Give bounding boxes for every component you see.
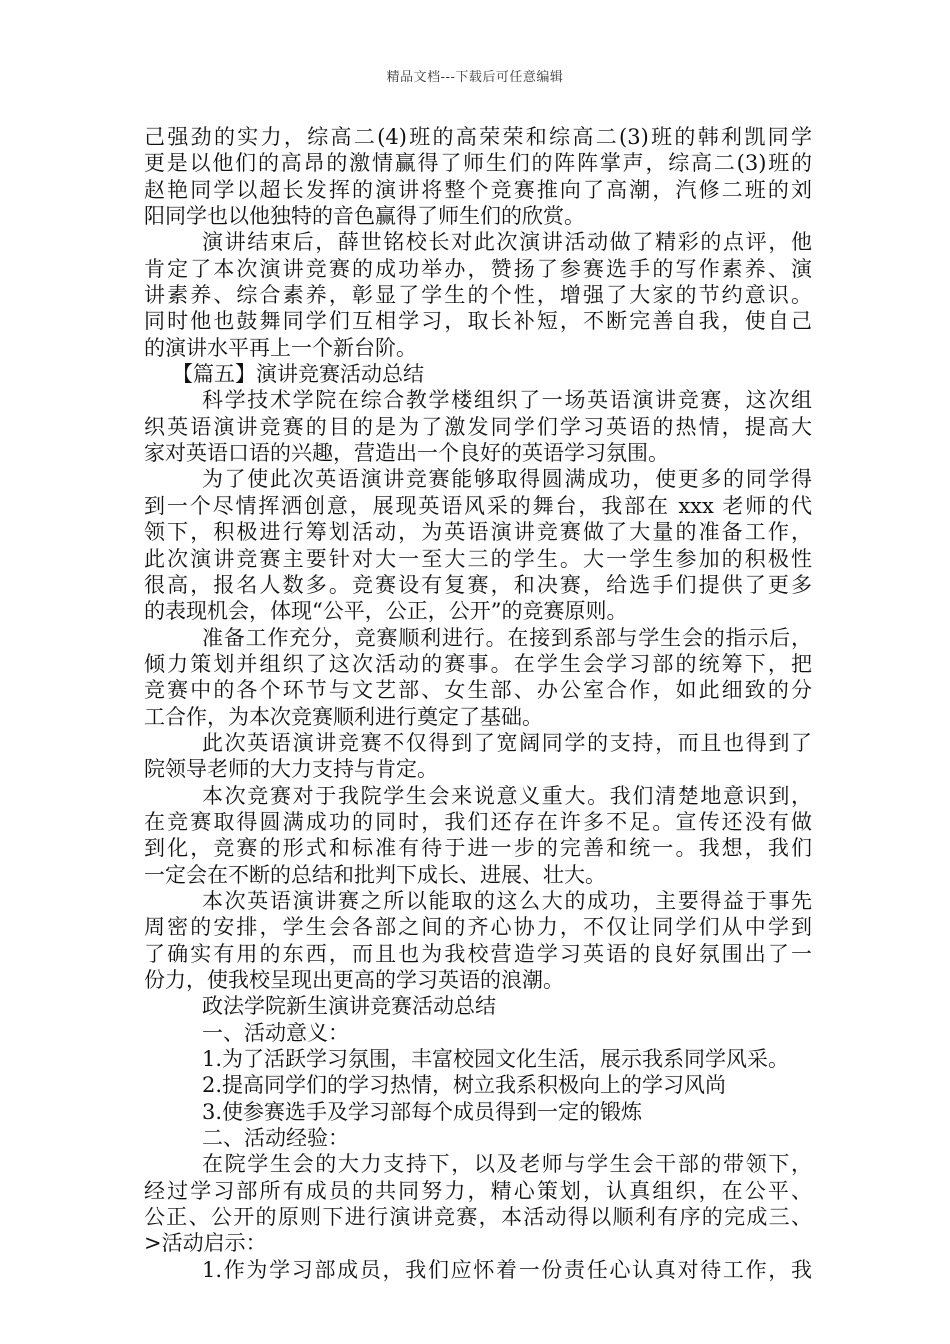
text-line: 工合作，为本次竞赛顺利进行奠定了基础。 [144, 704, 543, 729]
document-body [144, 124, 812, 1283]
paragraph-first-line: 此次英语演讲竞赛不仅得到了宽阔同学的支持，而且也得到了 [202, 730, 812, 755]
list-item: 1.为了活跃学习氛围，丰富校园文化生活，展示我系同学风采。 [202, 1047, 790, 1072]
subheading: 二、活动经验： [202, 1126, 349, 1151]
text-line: 周密的安排，学生会各部之间的齐心协力，不仅让同学们从中学到 [144, 915, 812, 940]
text-line: 倾力策划并组织了这次活动的赛事。在学生会学习部的统筹下，把 [144, 651, 812, 676]
paragraph-first-line: 准备工作充分，竞赛顺利进行。在接到系部与学生会的指示后， [202, 625, 812, 650]
paragraph-first-line: 演讲结束后，薛世铭校长对此次演讲活动做了精彩的点评，他 [202, 230, 812, 255]
list-item: 3.使参赛选手及学习部每个成员得到一定的锻炼 [202, 1099, 643, 1124]
text-line: 己强劲的实力，综高二(4)班的高荣荣和综高二(3)班的韩利凯同学 [144, 125, 812, 149]
text-line: 竞赛中的各个环节与文艺部、女生部、办公室合作，如此细致的分 [144, 678, 812, 703]
text-line: 份力，使我校呈现出更高的学习英语的浪潮。 [144, 968, 564, 992]
text-line: 经过学习部所有成员的共同努力，精心策划，认真组织，在公平、 [144, 1178, 812, 1203]
list-item: 1.作为学习部成员，我们应怀着一份责任心认真对待工作，我 [202, 1257, 812, 1282]
text-line: 讲素养、综合素养，彰显了学生的个性，增强了大家的节约意识。 [144, 283, 812, 308]
paragraph-first-line: 本次英语演讲赛之所以能取的这么大的成功，主要得益于事先 [202, 888, 812, 913]
list-item: 2.提高同学们的学习热情，树立我系积极向上的学习风尚 [202, 1073, 727, 1098]
section-heading: 【篇五】演讲竞赛活动总结 [172, 362, 424, 387]
text-line: 到一个尽情挥洒创意，展现英语风采的舞台，我部在 xxx 老师的代 [144, 493, 812, 518]
text-line: 此次演讲竞赛主要针对大一至大三的学生。大一学生参加的积极性 [144, 546, 812, 571]
text-line: 阳同学也以他独特的音色赢得了师生们的欣赏。 [144, 204, 585, 229]
paragraph-first-line: 为了使此次英语演讲竞赛能够取得圆满成功，使更多的同学得 [202, 467, 812, 492]
text-line: 家对英语口语的兴趣，营造出一个良好的英语学习氛围。 [144, 441, 669, 466]
text-line: 织英语演讲竞赛的目的是为了激发同学们学习英语的热情，提高大 [144, 414, 812, 439]
text-line: 的演讲水平再上一个新台阶。 [144, 335, 417, 360]
subheading: 一、活动意义： [202, 1020, 349, 1045]
text-line: 的表现机会，体现“公平，公正，公开”的竞赛原则。 [144, 599, 628, 624]
text-line: >活动启示： [144, 1231, 267, 1256]
text-line: 在竞赛取得圆满成功的同时，我们还存在许多不足。宣传还没有做 [144, 809, 812, 834]
paragraph-first-line: 本次竞赛对于我院学生会来说意义重大。我们清楚地意识到， [202, 783, 812, 808]
text-line: 了确实有用的东西，而且也为我校营造学习英语的良好氛围出了一 [144, 941, 812, 966]
paragraph-first-line: 科学技术学院在综合教学楼组织了一场英语演讲竞赛，这次组 [202, 388, 812, 413]
text-line: 一定会在不断的总结和批判下成长、进展、壮大。 [144, 862, 606, 887]
text-line: 肯定了本次演讲竞赛的成功举办，赞扬了参赛选手的写作素养、演 [144, 256, 812, 281]
text-line: 很高，报名人数多。竞赛设有复赛，和决赛，给选手们提供了更多 [144, 572, 812, 597]
paragraph-first-line: 在院学生会的大力支持下，以及老师与学生会干部的带领下， [202, 1152, 812, 1177]
text-line: 公正、公开的原则下进行演讲竞赛，本活动得以顺利有序的完成三、 [144, 1205, 812, 1230]
text-line: 同时他也鼓舞同学们互相学习，取长补短，不断完善自我，使自己 [144, 309, 812, 334]
page-header: 精品文档---下载后可任意编辑 [386, 70, 564, 85]
text-line: 赵艳同学以超长发挥的演讲将整个竞赛推向了高潮，汽修二班的刘 [144, 177, 812, 202]
section-heading: 政法学院新生演讲竞赛活动总结 [202, 994, 496, 1019]
text-line: 更是以他们的高昂的激情赢得了师生们的阵阵掌声，综高二(3)班的 [144, 151, 812, 176]
text-line: 到化，竞赛的形式和标准有待于进一步的完善和统一。我想，我们 [144, 836, 812, 861]
text-line: 院领导老师的大力支持与肯定。 [144, 757, 438, 782]
text-line: 领下，积极进行筹划活动，为英语演讲竞赛做了大量的准备工作， [144, 520, 812, 545]
